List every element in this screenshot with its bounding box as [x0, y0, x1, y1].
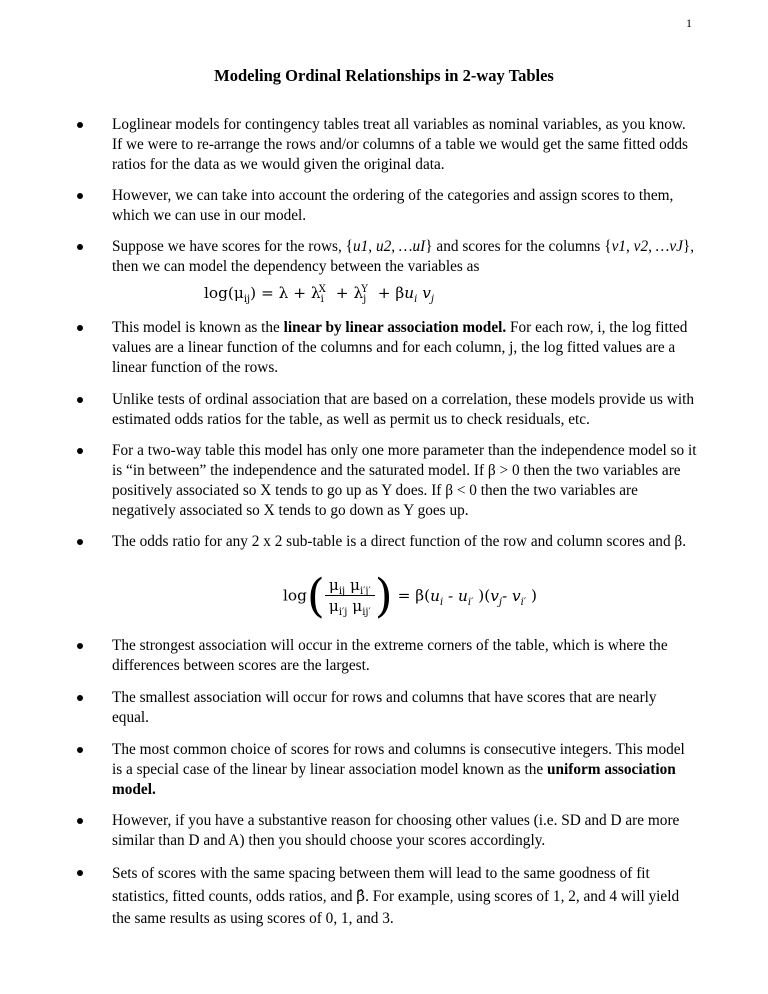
bullet-paragraph-9: The smallest association will occur for rows and columns that have scores that are nearly equal. [112, 689, 657, 726]
paragraph-text: Sets of scores with the same spacing between them will lead to the same goodness of fit statistics, fitted counts, odds ratios, and [112, 865, 650, 905]
bullet-paragraph-1: Loglinear models for contingency tables treat all variables as nominal variables, as you know. If we were to re-arrange the rows and/or columns of a table we would get the same fitted odds ratios for the data as we would given the original data. [112, 116, 688, 173]
paragraph-text: . For example, using scores of 1, 2, and 4 will yield the same results as using scores of 0, 1, and 3. [112, 888, 680, 927]
paragraph-text: Suppose we have scores for the rows, { [112, 238, 353, 255]
equation-linear-by-linear: $\log(\mu_{ij}) = \lambda + \lambda_i^X + \lambda_j^Y + \beta u_i$ $v_j$ [204, 283, 434, 306]
bullet-paragraph-8: The strongest association will occur in the extreme corners of the table, which is where the differences between scores are the largest. [112, 637, 668, 674]
bullet-paragraph-12 [112, 863, 697, 930]
paragraph-text: For each row, i, the log fitted values are a linear function of the columns and for each column, j, the log fitted values are a linear function of the rows. [112, 319, 688, 376]
bullet-icon [76, 811, 88, 831]
document-title: Modeling Ordinal Relationships in 2-way Tables [214, 66, 554, 85]
bullet-paragraph-7: The odds ratio for any 2 x 2 sub-table is a direct function of the row and column scores and β. [112, 533, 687, 550]
paragraph-text: } and scores for the columns { [425, 238, 612, 255]
bullet-icon [76, 318, 88, 338]
bullet-paragraph-4 [112, 318, 697, 378]
bullet-icon [76, 237, 88, 257]
column-scores: v1, v2, …vJ [611, 238, 683, 255]
paragraph-text: This model is known as the [112, 319, 284, 336]
page-number: 1 [686, 16, 692, 30]
bullet-icon [76, 688, 88, 708]
bullet-icon [76, 636, 88, 656]
bullet-icon [76, 863, 88, 883]
bullet-paragraph-6: For a two-way table this model has only one more parameter than the independence model so it is “in between” the independence and the saturated model. If β > 0 then the two variables are positively associated so X tends to go up as Y does. If β < 0 then the two variables are negatively associated so X tends to go down as Y goes up. [112, 442, 697, 519]
bullet-paragraph-10 [112, 740, 697, 800]
bullet-paragraph-11: However, if you have a substantive reason for choosing other values (i.e. SD and D are more similar than D and A) then you should choose your scores accordingly. [112, 812, 680, 849]
bullet-icon [76, 115, 88, 135]
bold-term: uniform association model. [112, 761, 676, 798]
bullet-icon [76, 532, 88, 552]
row-scores: u1, u2, …uI [353, 238, 426, 255]
paragraph-text: The most common choice of scores for rows and columns is consecutive integers. This model is a special case of the linear by linear association model known as the [112, 741, 685, 778]
bullet-icon [76, 390, 88, 410]
equation-odds-ratio: log( $\frac{\mu_{ij} \mu_{i'j'}}{\mu_{i'j} \mu_{ij'}}$ ) = $\beta(u_i - u_{i'}$ )($v_j-$ $v_{i'}$ ) [283, 568, 537, 623]
bullet-icon [76, 740, 88, 760]
bullet-icon [76, 441, 88, 461]
beta-hat-symbol: β̂ [356, 887, 366, 905]
bullet-paragraph-3 [112, 237, 697, 277]
bold-term: linear by linear association model. [283, 319, 507, 336]
bullet-icon [76, 186, 88, 206]
paragraph-text: }, then we can model the dependency between the variables as [112, 238, 695, 275]
bullet-paragraph-2: However, we can take into account the ordering of the categories and assign scores to them, which we can use in our model. [112, 187, 674, 224]
bullet-paragraph-5: Unlike tests of ordinal association that are based on a correlation, these models provide us with estimated odds ratios for the table, as well as permit us to check residuals, etc. [112, 391, 694, 428]
